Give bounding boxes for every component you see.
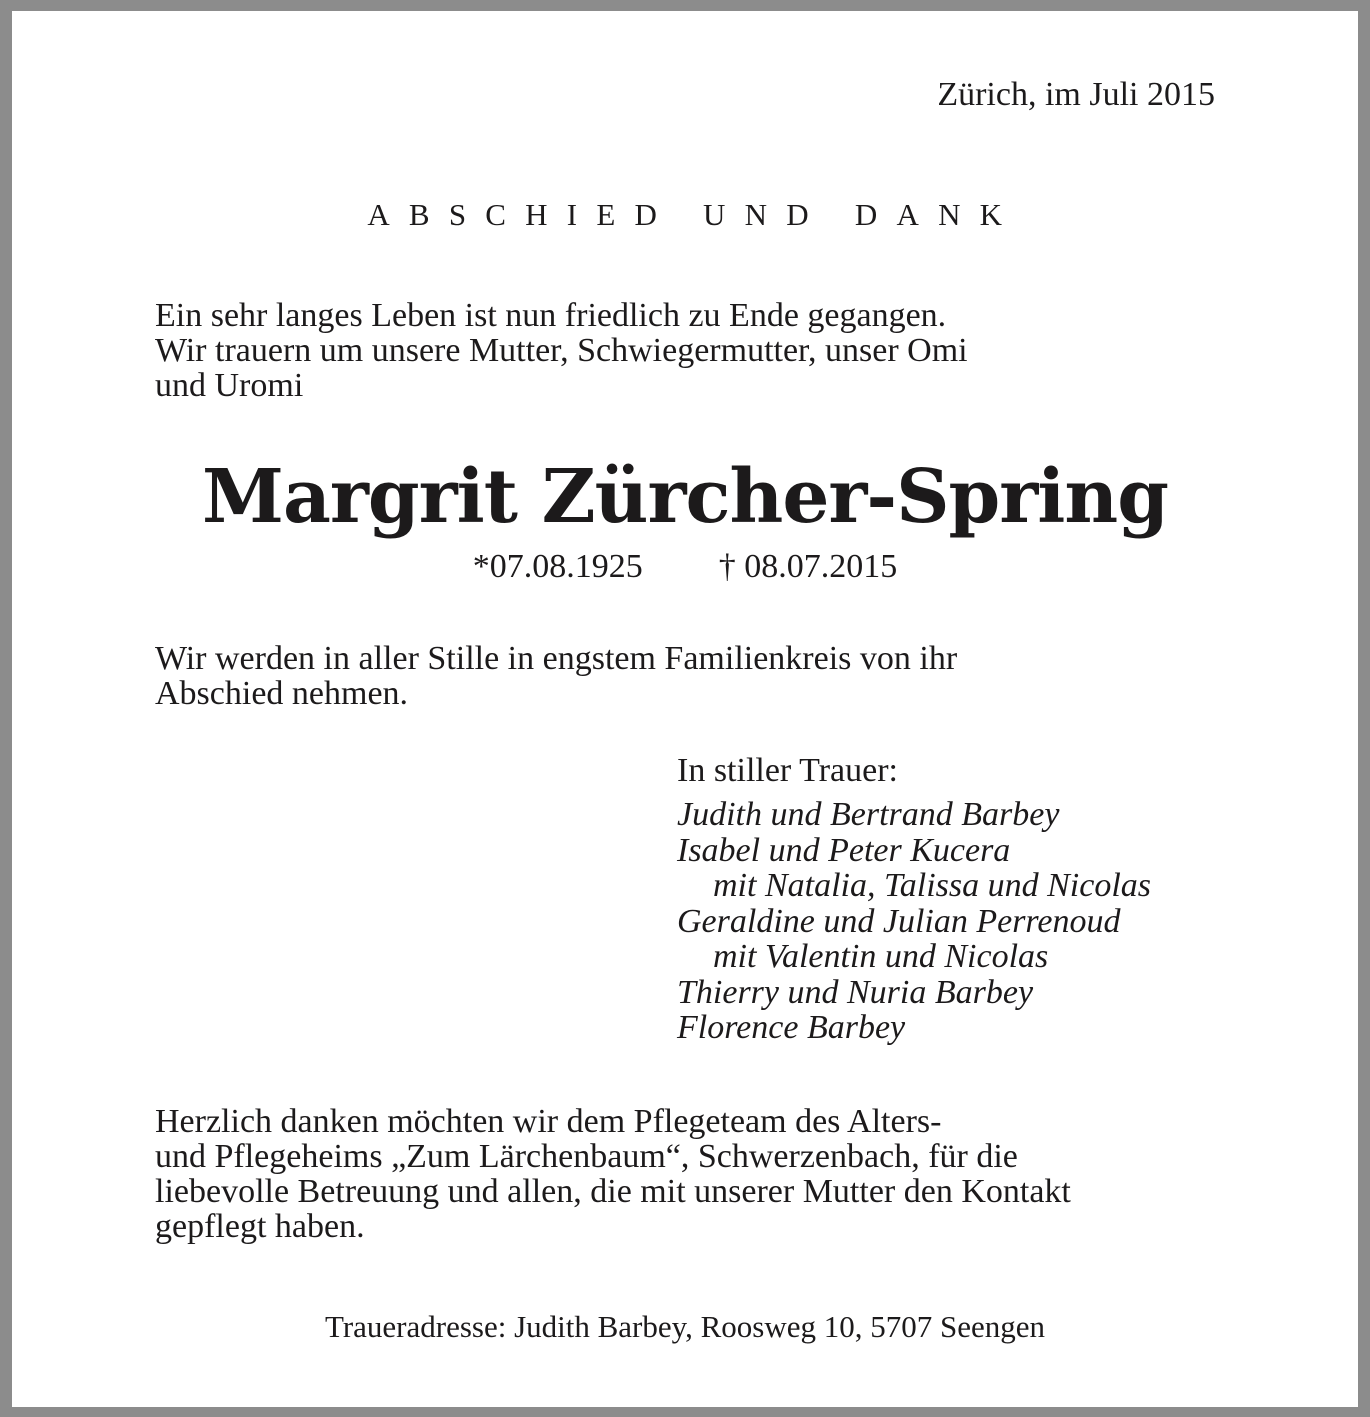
birth-date: *07.08.1925	[472, 548, 643, 585]
mourners-label: In stiller Trauer:	[677, 752, 898, 789]
intro-line: Ein sehr langes Leben ist nun friedlich zu Ende gegangen.	[155, 297, 947, 334]
mourner: Isabel und Peter Kucera	[677, 831, 1011, 869]
mourner: mit Valentin und Nicolas	[713, 938, 1049, 975]
mourner: Thierry und Nuria Barbey	[677, 973, 1034, 1011]
mourner: Geraldine und Julian Perrenoud	[677, 902, 1121, 940]
mourner: Florence Barbey	[677, 1009, 906, 1046]
mourner: Judith und Bertrand Barbey	[677, 796, 1060, 833]
thanks-line: Herzlich danken möchten wir dem Pflegeteam des Alters-	[155, 1103, 942, 1140]
place-date: Zürich, im Juli 2015	[937, 76, 1215, 113]
intro-line: Wir trauern um unsere Mutter, Schwiegermutter, unser Omi	[155, 332, 968, 369]
intro-line: und Uromi	[155, 367, 304, 404]
heading: ABSCHIED UND DANK	[367, 197, 1022, 232]
obituary-page	[12, 11, 1358, 1407]
thanks-line: gepflegt haben.	[155, 1208, 365, 1245]
thanks-paragraph	[155, 1104, 1071, 1244]
mourners-list	[677, 797, 1151, 1046]
thanks-line: und Pflegeheims „Zum Lärchenbaum“, Schwerzenbach, für die	[155, 1138, 1018, 1175]
intro-paragraph	[155, 298, 968, 403]
mourning-address: Traueradresse: Judith Barbey, Roosweg 10, 5707 Seengen	[324, 1309, 1046, 1344]
farewell-line: Wir werden in aller Stille in engstem Familienkreis von ihr	[155, 640, 958, 677]
deceased-name: Margrit Zürcher-Spring	[202, 454, 1168, 540]
life-dates	[12, 549, 1358, 584]
farewell-paragraph	[155, 641, 957, 711]
thanks-line: liebevolle Betreuung und allen, die mit unserer Mutter den Kontakt	[155, 1173, 1071, 1210]
mourner: mit Natalia, Talissa und Nicolas	[713, 867, 1151, 904]
death-date: † 08.07.2015	[718, 548, 898, 585]
farewell-line: Abschied nehmen.	[155, 675, 409, 712]
